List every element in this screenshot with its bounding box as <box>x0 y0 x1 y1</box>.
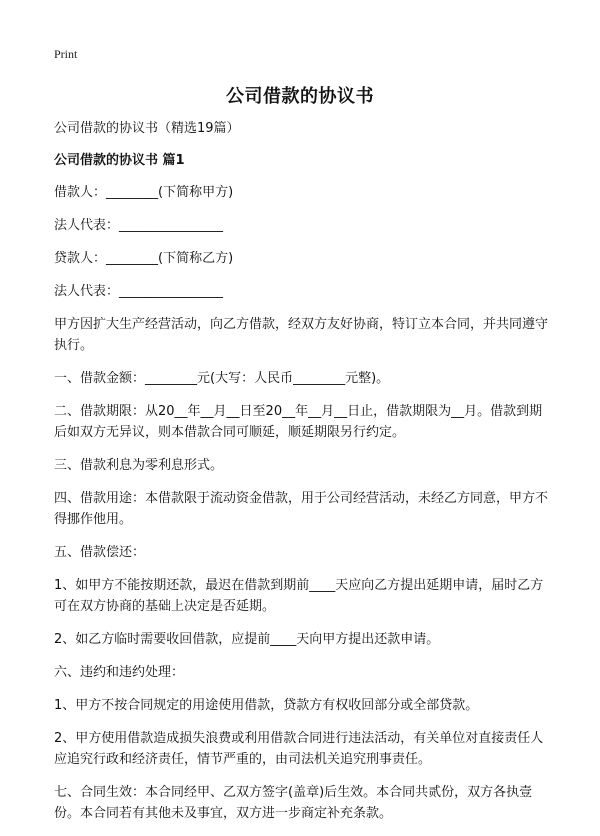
paragraph-interest: 三、借款利息为零利息形式。 <box>54 458 224 473</box>
paragraph-lender-legal-rep: 法人代表：________________ <box>54 284 224 299</box>
paragraph-preamble: 甲方因扩大生产经营活动，向乙方借款，经双方友好协商，特订立本合同，并共同遵守执行。 <box>54 317 549 353</box>
paragraph-lender: 贷款人：________(下简称乙方) <box>54 251 234 266</box>
paragraph-repayment-1: 1、如甲方不能按期还款，最迟在借款到期前____天应向乙方提出延期申请，届时乙方可在双方协商的基础上决定是否延期。 <box>54 578 544 614</box>
page-title: 公司借款的协议书 <box>226 86 374 107</box>
paragraph-borrower-legal-rep: 法人代表：________________ <box>54 218 224 233</box>
paragraph-loan-term: 二、借款期限：从20__年__月__日至20__年__月__日止，借款期限为__月。借款到期后如双方无异议，则本借款合同可顺延，顺延期限另行约定。 <box>54 404 543 440</box>
paragraph-effectiveness: 七、合同生效：本合同经甲、乙双方签字(盖章)后生效。本合同共贰份，双方各执壹份。本合同若有其他未及事宜，双方进一步商定补充条款。 <box>54 785 533 821</box>
paragraph-breach-1: 1、甲方不按合同规定的用途使用借款，贷款方有权收回部分或全部贷款。 <box>54 698 479 713</box>
paragraph-breach-2: 2、甲方使用借款造成损失浪费或利用借款合同进行违法活动，有关单位对直接责任人应追究行政和经济责任，情节严重的，由司法机关追究刑事责任。 <box>54 731 544 767</box>
section-heading: 公司借款的协议书 篇1 <box>54 153 185 168</box>
document-subtitle: 公司借款的协议书（精选19篇） <box>54 121 240 136</box>
paragraph-loan-purpose: 四、借款用途：本借款限于流动资金借款，用于公司经营活动，未经乙方同意，甲方不得挪作他用。 <box>54 491 549 527</box>
paragraph-breach-heading: 六、违约和违约处理： <box>54 665 185 680</box>
document-body <box>54 118 554 836</box>
paragraph-borrower: 借款人：________(下简称甲方) <box>54 185 234 200</box>
paragraph-repayment-2: 2、如乙方临时需要收回借款，应提前____天向甲方提出还款申请。 <box>54 632 440 647</box>
paragraph-repayment-heading: 五、借款偿还： <box>54 545 146 560</box>
paragraph-loan-amount: 一、借款金额：________元(大写：人民币________元整)。 <box>54 371 390 386</box>
print-link[interactable]: Print <box>54 47 78 61</box>
